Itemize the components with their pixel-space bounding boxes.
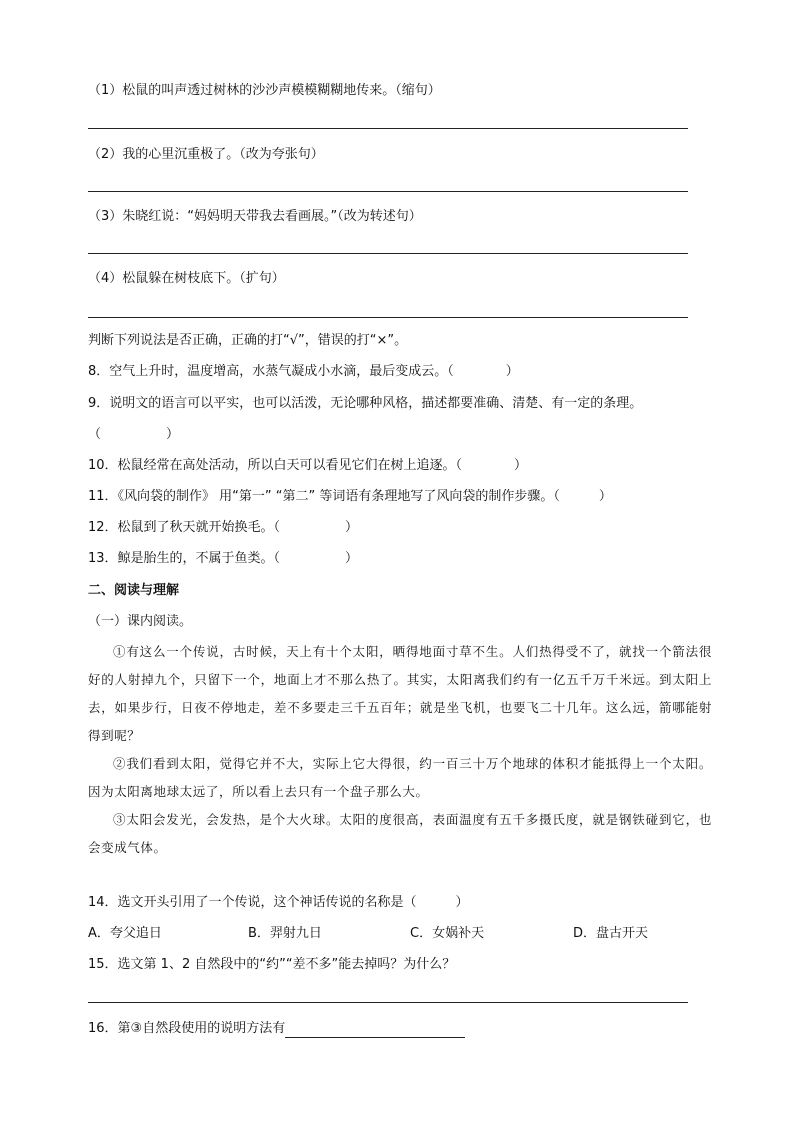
judge-question-12: 12．松鼠到了秋天就开始换毛。（ ） <box>88 520 359 535</box>
answer-line-1[interactable] <box>88 128 688 129</box>
answer-line-15[interactable] <box>88 1002 688 1003</box>
passage-paragraph-1: ①有这么一个传说，古时候，天上有十个太阳，晒得地面寸草不生。人们热得受不了，就找一个箭法很好的人射掉九个，只留下一个，地面上才不那么热了。其实，太阳离我们约有一亿五千万千米远。到太阳上去，如果步行，日夜不停地走，差不多要走三千五百年；就是坐飞机，也要飞二十几年。这么远，箭哪能射得到呢？ <box>88 644 712 743</box>
answer-line-3[interactable] <box>88 253 688 254</box>
judge-question-11: 11．《风向袋的制作》 用“第一” “第二” 等词语有条理地写了风向袋的制作步骤。（ ） <box>88 489 612 504</box>
option-d[interactable]: D．盘古开天 <box>573 926 649 941</box>
reading-passage <box>88 638 712 862</box>
option-b[interactable]: B．羿射九日 <box>248 926 322 941</box>
question-16: 16．第③自然段使用的说明方法有 <box>88 1021 286 1036</box>
judge-question-10: 10．松鼠经常在高处活动，所以白天可以看见它们在树上追逐。（ ） <box>88 458 528 473</box>
section-title: 二、阅读与理解 <box>88 583 180 598</box>
passage-paragraph-2: ②我们看到太阳，觉得它并不大，实际上它大得很，约一百三十万个地球的体积才能抵得上一个太阳。因为太阳离地球太远了，所以看上去只有一个盘子那么大。 <box>88 756 712 799</box>
passage-paragraph-3: ③太阳会发光，会发热，是个大火球。太阳的度很高，表面温度有五千多摄氏度，就是钢铁碰到它，也会变成气体。 <box>88 812 712 855</box>
rewrite-question-3: （3）朱晓红说：“妈妈明天带我去看画展。”（改为转述句） <box>88 209 422 224</box>
answer-line-2[interactable] <box>88 191 688 192</box>
rewrite-question-2: （2）我的心里沉重极了。（改为夸张句） <box>88 147 324 162</box>
question-16-row <box>88 1020 465 1038</box>
option-c[interactable]: C．女娲补天 <box>410 926 485 941</box>
rewrite-question-4: （4）松鼠躲在树枝底下。（扩句） <box>88 271 285 286</box>
judge-question-13: 13．鲸是胎生的，不属于鱼类。（ ） <box>88 551 359 566</box>
option-a[interactable]: A．夸父追日 <box>88 926 162 941</box>
rewrite-question-1: （1）松鼠的叫声透过树林的沙沙声模模糊糊地传来。（缩句） <box>88 83 441 98</box>
question-14: 14．选文开头引用了一个传说，这个神话传说的名称是（ ） <box>88 895 469 910</box>
judge-instruction: 判断下列说法是否正确，正确的打“√”，错误的打“×”。 <box>88 333 408 348</box>
question-15: 15．选文第 1、2 自然段中的“约”“差不多”能去掉吗？为什么？ <box>88 957 456 972</box>
answer-blank-16[interactable] <box>285 1023 465 1038</box>
answer-line-4[interactable] <box>88 317 688 318</box>
judge-question-9: 9．说明文的语言可以平实，也可以活泼，无论哪种风格，描述都要准确、清楚、有一定的条理。 <box>88 396 643 411</box>
section-subtitle: （一）课内阅读。 <box>88 614 193 629</box>
judge-question-8: 8．空气上升时，温度增高，水蒸气凝成小水滴，最后变成云。（ ） <box>88 364 519 379</box>
judge-question-9-paren: （ ） <box>88 427 180 442</box>
